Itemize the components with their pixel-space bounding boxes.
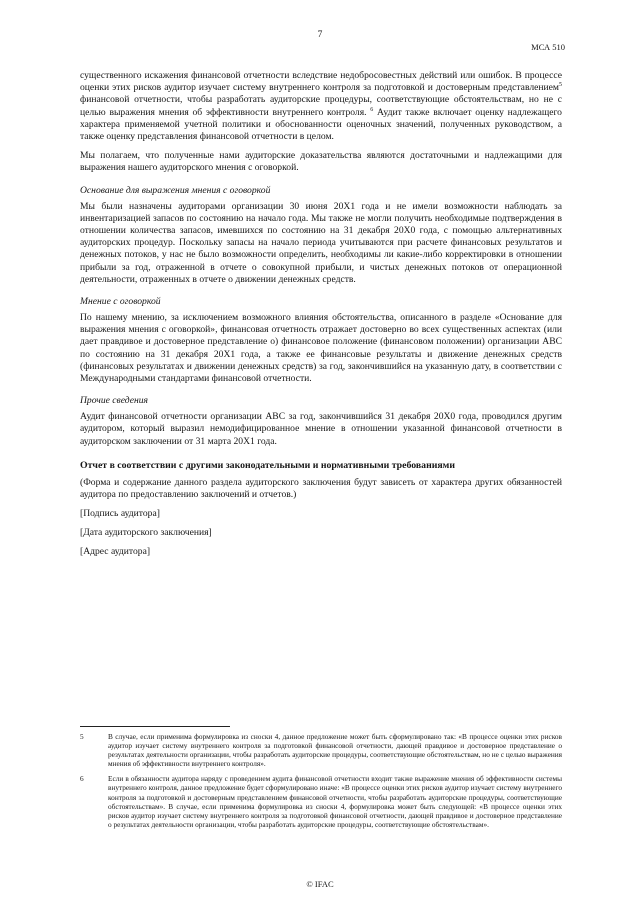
auditor-address-placeholder: [Адрес аудитора] bbox=[80, 546, 151, 558]
footnote-ref-5[interactable]: 5 bbox=[559, 82, 562, 89]
document-body bbox=[80, 70, 562, 558]
document-code: МСА 510 bbox=[531, 42, 565, 52]
heading-qualified-opinion: Мнение с оговоркой bbox=[80, 296, 161, 308]
paragraph-other-matter: Аудит финансовой отчетности организации АВС за год, закончившийся 31 декабря 20Х0 года, проводился другим аудитором, который выразил немодифицированное мнение в отношении указанной финансовой отчетности в аудиторском заключении от 31 марта 20Х1 года. bbox=[80, 411, 562, 447]
heading-other-matter: Прочие сведения bbox=[80, 395, 148, 407]
heading-other-legal-requirements: Отчет в соответствии с другими законодательными и нормативными требованиями bbox=[80, 459, 455, 471]
heading-basis-for-qualified-opinion: Основание для выражения мнения с оговоркой bbox=[80, 184, 271, 196]
paragraph-evidence: Мы полагаем, что полученные нами аудиторские доказательства являются достаточными и надлежащими для выражения нашего аудиторского мнения с оговоркой. bbox=[80, 150, 562, 174]
page-number: 7 bbox=[317, 30, 323, 40]
footnote-mark: 5 bbox=[80, 732, 84, 741]
copyright-footer: © IFAC bbox=[306, 879, 334, 889]
footnote-text: Если в обязанности аудитора наряду с проведением аудита финансовой отчетности входит также выражение мнения об эффективности системы внутреннего контроля, данное предложение будет сформулировано иначе: «В процессе оценки этих рисков аудитор изучает систему внутреннего контроля за подготовкой и достоверным представлением финансовой отчетности, чтобы разработать аудиторские процедуры, соответствующие обстоятельствам». В случае, если применима формулировка из сноски 4, формулировка может быть следующей: «В процессе оценки этих рисков аудитор изучает систему внутреннего контроля за подготовкой финансовой отчетности, дающей правдивое и достоверное представление о результатах деятельности организации, чтобы разработать аудиторские процедуры, соответствующие обстоятельствам». bbox=[108, 774, 562, 829]
footnotes bbox=[80, 726, 562, 835]
footnote-text: В случае, если применима формулировка из сноски 4, данное предложение может быть сформулировано так: «В процессе оценки этих рисков аудитор изучает систему внутреннего контроля за подготовкой финансовой отчетности, дающей правдивое и достоверное представление о результатах деятельности организации, чтобы разработать аудиторские процедуры, соответствующие обстоятельствам, но не с целью выражения мнения об эффективности внутреннего контроля». bbox=[108, 732, 562, 769]
footnote-mark: 6 bbox=[80, 774, 84, 784]
footnote-5 bbox=[80, 732, 562, 768]
footnote-divider bbox=[80, 726, 230, 727]
auditor-signature-placeholder: [Подпись аудитора] bbox=[80, 508, 160, 520]
paragraph-report-form: (Форма и содержание данного раздела аудиторского заключения будут зависеть от характера других обязанностей аудитора по предоставлению заключений и отчетов.) bbox=[80, 476, 562, 501]
report-date-placeholder: [Дата аудиторского заключения] bbox=[80, 527, 212, 539]
paragraph-basis: Мы были назначены аудиторами организации 30 июня 20Х1 года и не имели возможности наблюдать за инвентаризацией запасов по состоянию на начало года. Мы также не могли получить необходимые подтверждения в отношении количества запасов, имевшихся по состоянию на 31 декабря 20Х0 года, с помощью альтернативных аудиторских процедур. Поскольку запасы на начало периода учитываются при расчете финансовых результатов и денежных потоков, у нас не было возможности определить, необходимы ли какие-либо корректировки в отношении прибыли за год, отраженной в отчете о совокупной прибыли, и чистых денежных потоков от операционной деятельности, отраженных в отчете о движении денежных средств. bbox=[80, 200, 562, 285]
footnote-6 bbox=[80, 774, 562, 829]
footnote-ref-6[interactable]: 6 bbox=[370, 106, 374, 113]
paragraph-audit-scope: существенного искажения финансовой отчетности вследствие недобросовестных действий или ошибок. В процессе оценки этих рисков аудитор изучает систему внутреннего контроля за подготовкой и достоверным представлением$^5$ финансовой отчетности, чтобы разработать аудиторские процедуры, соответствующие обстоятельствам, но не с целью выражения мнения об эффективности внутреннего контроля. $^6$ Аудит также включает оценку надлежащего характера применяемой учетной политики и обоснованности оценочных значений, полученных руководством, а также оценку представления финансовой отчетности в целом. bbox=[80, 70, 562, 143]
paragraph-opinion: По нашему мнению, за исключением возможного влияния обстоятельства, описанного в разделе «Основание для выражения мнения с оговоркой», финансовая отчетность отражает достоверно во всех существенных аспектах (или дает правдивое и достоверное представление о) финансовое положение (финансовом положении) организации АВС по состоянию на 31 декабря 20Х1 года, а также ее финансовые результаты и движение денежных средств (финансовых результатах и движении денежных средств) за год, закончившийся на указанную дату, в соответствии с Международными стандартами финансовой отчетности. bbox=[80, 312, 562, 385]
